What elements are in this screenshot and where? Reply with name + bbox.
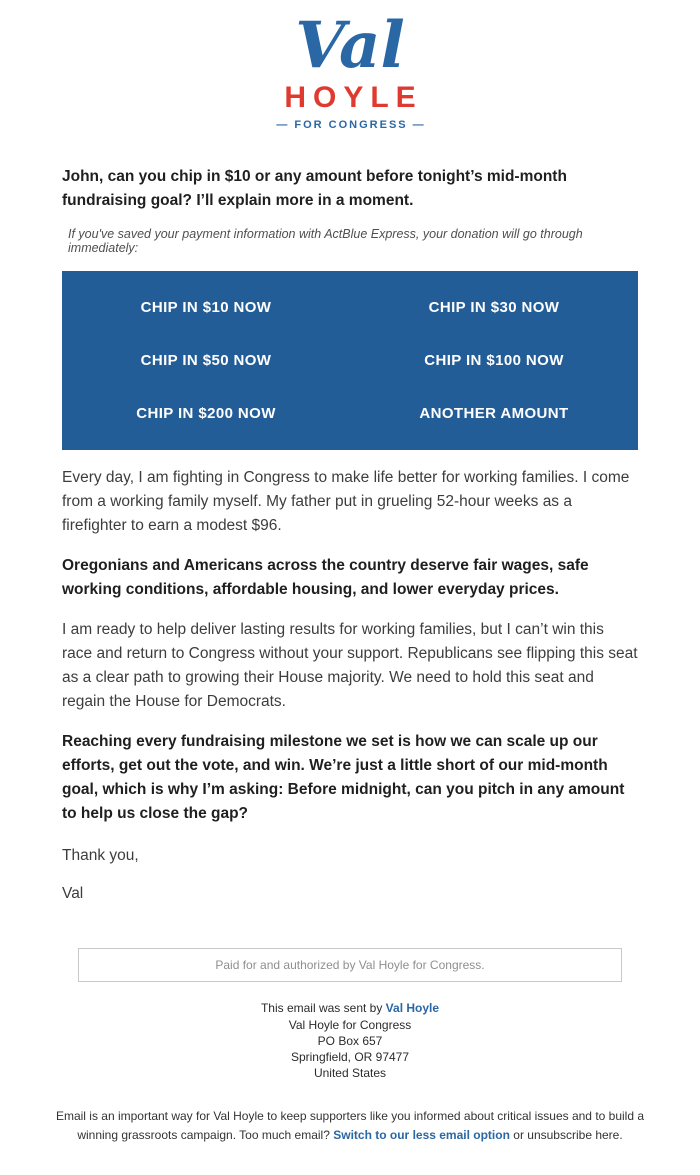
body-paragraph-2: Oregonians and Americans across the country deserve fair wages, safe working conditions, affordable housing, and lower everyday prices. [62,557,589,599]
logo-tagline-text: — FOR CONGRESS — [276,119,426,132]
chip-in-200-button[interactable]: CHIP IN $200 NOW [136,405,276,423]
actblue-express-note: If you've saved your payment information with ActBlue Express, your donation will go through immediately: [68,227,583,256]
intro-headline: John, can you chip in $10 or any amount before tonight’s mid-month fundraising goal? I’ll explain more in a moment. [62,168,567,210]
sent-by-line [62,1000,638,1016]
less-email-option-link[interactable]: Switch to our less email option [333,1127,510,1142]
donation-button-grid [62,271,638,450]
body-paragraph-1: Every day, I am fighting in Congress to make life better for working families. I come from a working family myself. My father put in grueling 52-hour weeks as a firefighter to earn a modest $96. [62,469,630,535]
sent-by-prefix-text: This email was sent by [260,1001,386,1016]
chip-in-10-button[interactable]: CHIP IN $10 NOW [140,299,272,317]
body-paragraph-4: Reaching every fundraising milestone we set is how we can scale up our efforts, get out the vote, and win. We’re just a little short of our mid-month goal, which is why I’m asking: Before midnight, can you pitch in any amount to help us close the gap? [62,733,625,823]
chip-in-50-button[interactable]: CHIP IN $50 NOW [140,352,272,370]
country-line: United States [313,1066,387,1081]
body-paragraph-3: I am ready to help deliver lasting results for working families, but I can’t win this race and return to Congress without your support. Republicans see flipping this seat as a clear path to growing their House majority. We need to hold this seat and regain the House for Democrats. [62,621,638,711]
email-content [62,8,638,1081]
city-state-zip-line: Springfield, OR 97477 [290,1050,410,1065]
chip-in-30-button[interactable]: CHIP IN $30 NOW [428,299,560,317]
logo-script-text: Val [295,8,405,83]
sender-name-link[interactable]: Val Hoyle [385,1001,440,1016]
disclaimer-text: Paid for and authorized by Val Hoyle for Congress. [215,958,485,973]
email-note-text-2: or [509,1127,528,1142]
email-note-text-1: Email is an important way for Val Hoyle to keep supporters like you informed about critical issues and to build a winning grassroots campaign. Too much email? [55,1109,645,1142]
another-amount-button[interactable]: ANOTHER AMOUNT [419,405,569,423]
footer-address-block [62,1000,638,1081]
logo-name-text: HOYLE [284,81,423,115]
closing-text: Thank you, [62,847,139,865]
po-box-line: PO Box 657 [317,1033,383,1048]
chip-in-100-button[interactable]: CHIP IN $100 NOW [424,352,564,370]
unsubscribe-link[interactable]: unsubscribe here [527,1127,620,1142]
disclaimer-box [78,948,622,982]
org-line: Val Hoyle for Congress [288,1017,412,1032]
email-note-text-3: . [619,1127,623,1142]
signature-text: Val [62,885,84,903]
campaign-logo [62,8,638,141]
email-preferences-note [50,1107,650,1144]
